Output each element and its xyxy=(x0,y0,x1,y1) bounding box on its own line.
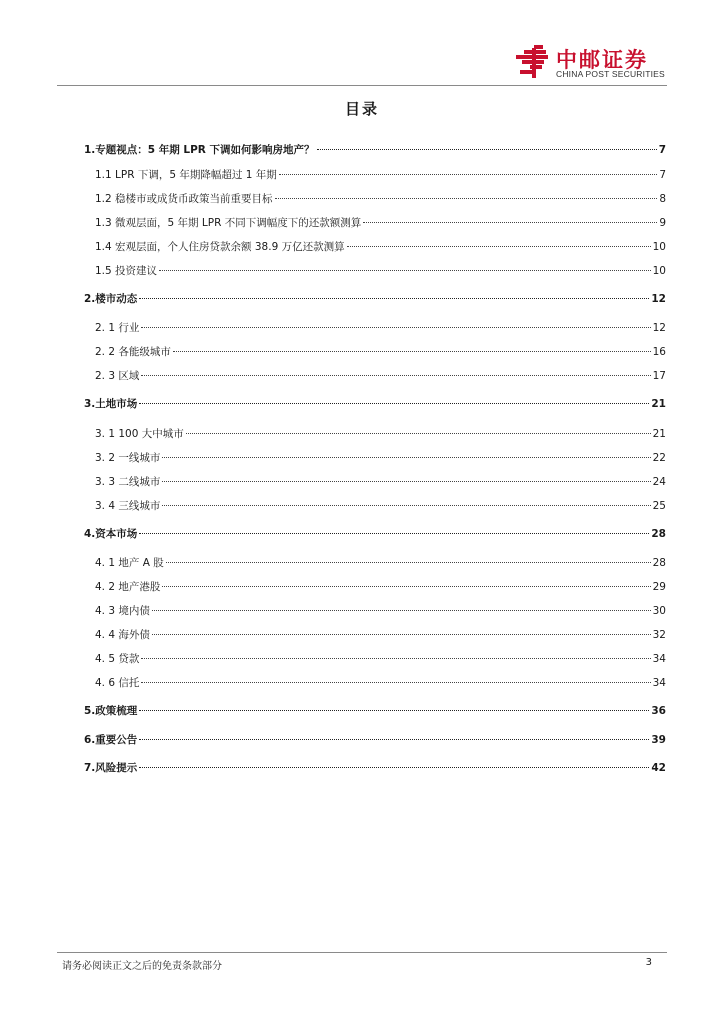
toc-entry-title: 4. 4 海外债 xyxy=(95,629,150,641)
toc-entry-page: 34 xyxy=(652,677,666,689)
toc-subsection[interactable] xyxy=(95,168,666,182)
toc-entry-title: 2. 3 区域 xyxy=(95,370,140,382)
toc-dot-leader xyxy=(279,174,658,175)
toc-subsection[interactable] xyxy=(95,475,666,489)
toc-entry-title: 1.3 微观层面，5 年期 LPR 不同下调幅度下的还款额测算 xyxy=(95,217,362,229)
toc-entry-title: 1.4 宏观层面，个人住房贷款余额 38.9 万亿还款测算 xyxy=(95,241,345,253)
toc-dot-leader xyxy=(152,634,651,635)
toc-entry-title: 3. 2 一线城市 xyxy=(95,452,161,464)
toc-section[interactable] xyxy=(84,761,666,775)
toc-entry-title: 3. 1 100 大中城市 xyxy=(95,428,184,440)
toc-dot-leader xyxy=(166,562,651,563)
toc-entry-page: 12 xyxy=(652,322,666,334)
toc-entry-title: 4.资本市场 xyxy=(84,528,138,540)
toc-dot-leader xyxy=(152,610,651,611)
toc-section[interactable] xyxy=(84,292,666,306)
toc-entry-title: 1.2 稳楼市或成货币政策当前重要目标 xyxy=(95,193,273,205)
toc-section[interactable] xyxy=(84,704,666,718)
toc-entry-page: 21 xyxy=(652,428,666,440)
toc-entry-page: 7 xyxy=(658,144,666,156)
toc-entry-title: 4. 3 境内债 xyxy=(95,605,150,617)
toc-dot-leader xyxy=(162,457,650,458)
toc-subsection[interactable] xyxy=(95,345,666,359)
page-header xyxy=(0,0,724,90)
brand-name-cn: 中邮证券 xyxy=(556,48,648,72)
toc-entry-title: 4. 1 地产 A 股 xyxy=(95,557,164,569)
toc-entry-title: 1.5 投资建议 xyxy=(95,265,158,277)
toc-subsection[interactable] xyxy=(95,676,666,690)
toc-entry-title: 3.土地市场 xyxy=(84,398,138,410)
toc-subsection[interactable] xyxy=(95,652,666,666)
toc-entry-title: 7.风险提示 xyxy=(84,762,138,774)
toc-section[interactable] xyxy=(84,143,666,157)
toc-subsection[interactable] xyxy=(95,321,666,335)
toc-entry-title: 4. 2 地产港股 xyxy=(95,581,161,593)
toc-subsection[interactable] xyxy=(95,499,666,513)
toc-dot-leader xyxy=(363,222,657,223)
toc-entry-title: 2. 1 行业 xyxy=(95,322,140,334)
toc-dot-leader xyxy=(139,533,649,534)
toc-entry-page: 16 xyxy=(652,346,666,358)
toc-dot-leader xyxy=(162,505,650,506)
toc-entry-page: 36 xyxy=(651,705,666,717)
toc-entry-title: 2. 2 各能级城市 xyxy=(95,346,171,358)
footer-divider xyxy=(57,952,667,953)
toc-dot-leader xyxy=(139,767,649,768)
toc-dot-leader xyxy=(139,739,649,740)
toc-dot-leader xyxy=(139,298,649,299)
toc-subsection[interactable] xyxy=(95,264,666,278)
toc-dot-leader xyxy=(275,198,658,199)
toc-entry-page: 21 xyxy=(651,398,666,410)
toc-entry-page: 34 xyxy=(652,653,666,665)
toc-entry-page: 12 xyxy=(651,293,666,305)
toc-entry-title: 4. 6 信托 xyxy=(95,677,140,689)
toc-subsection[interactable] xyxy=(95,427,666,441)
toc-dot-leader xyxy=(186,433,651,434)
toc-entry-page: 22 xyxy=(652,452,666,464)
toc-subsection[interactable] xyxy=(95,580,666,594)
toc-title: 目录 xyxy=(344,100,379,118)
toc-entry-title: 1.1 LPR 下调，5 年期降幅超过 1 年期 xyxy=(95,169,277,181)
footer-disclaimer: 请务必阅读正文之后的免责条款部分 xyxy=(62,961,222,972)
toc-entry-title: 2.楼市动态 xyxy=(84,293,138,305)
toc-entry-title: 4. 5 贷款 xyxy=(95,653,140,665)
toc-subsection[interactable] xyxy=(95,451,666,465)
toc-dot-leader xyxy=(141,682,650,683)
toc-entry-page: 39 xyxy=(651,734,666,746)
china-post-logo-icon xyxy=(512,44,552,80)
toc-subsection[interactable] xyxy=(95,192,666,206)
toc-entry-page: 24 xyxy=(652,476,666,488)
toc-entry-title: 3. 4 三线城市 xyxy=(95,500,161,512)
toc-entry-page: 30 xyxy=(652,605,666,617)
toc-dot-leader xyxy=(162,481,650,482)
toc-dot-leader xyxy=(162,586,650,587)
toc-section[interactable] xyxy=(84,527,666,541)
toc-subsection[interactable] xyxy=(95,628,666,642)
toc-dot-leader xyxy=(141,375,650,376)
toc-subsection[interactable] xyxy=(95,604,666,618)
toc-dot-leader xyxy=(141,327,650,328)
toc-dot-leader xyxy=(173,351,651,352)
toc-entry-page: 42 xyxy=(651,762,666,774)
toc-dot-leader xyxy=(139,403,649,404)
toc-section[interactable] xyxy=(84,733,666,747)
brand-name-en: CHINA POST SECURITIES xyxy=(556,69,665,79)
toc-entry-title: 3. 3 二线城市 xyxy=(95,476,161,488)
toc-entry-page: 28 xyxy=(651,528,666,540)
toc-subsection[interactable] xyxy=(95,556,666,570)
toc-entry-page: 17 xyxy=(652,370,666,382)
toc-entry-title: 1.专题视点：5 年期 LPR 下调如何影响房地产？ xyxy=(84,144,315,156)
toc-entry-page: 8 xyxy=(659,193,666,205)
toc-entry-page: 29 xyxy=(652,581,666,593)
toc-entry-title: 5.政策梳理 xyxy=(84,705,138,717)
toc-section[interactable] xyxy=(84,397,666,411)
toc-dot-leader xyxy=(141,658,650,659)
toc-entry-page: 25 xyxy=(652,500,666,512)
toc-entry-page: 10 xyxy=(652,265,666,277)
toc-entry-page: 28 xyxy=(652,557,666,569)
toc-dot-leader xyxy=(139,710,649,711)
brand-logo xyxy=(512,44,672,84)
toc-entry-page: 10 xyxy=(652,241,666,253)
toc-subsection[interactable] xyxy=(95,369,666,383)
toc-entry-page: 7 xyxy=(659,169,666,181)
toc-dot-leader xyxy=(159,270,651,271)
toc-subsection[interactable] xyxy=(95,240,666,254)
toc-entry-page: 9 xyxy=(659,217,666,229)
toc-subsection[interactable] xyxy=(95,216,666,230)
toc-dot-leader xyxy=(317,149,657,150)
toc-dot-leader xyxy=(347,246,651,247)
toc-entry-title: 6.重要公告 xyxy=(84,734,138,746)
toc-entry-page: 32 xyxy=(652,629,666,641)
page-number: 3 xyxy=(645,957,652,968)
header-divider xyxy=(57,85,667,86)
